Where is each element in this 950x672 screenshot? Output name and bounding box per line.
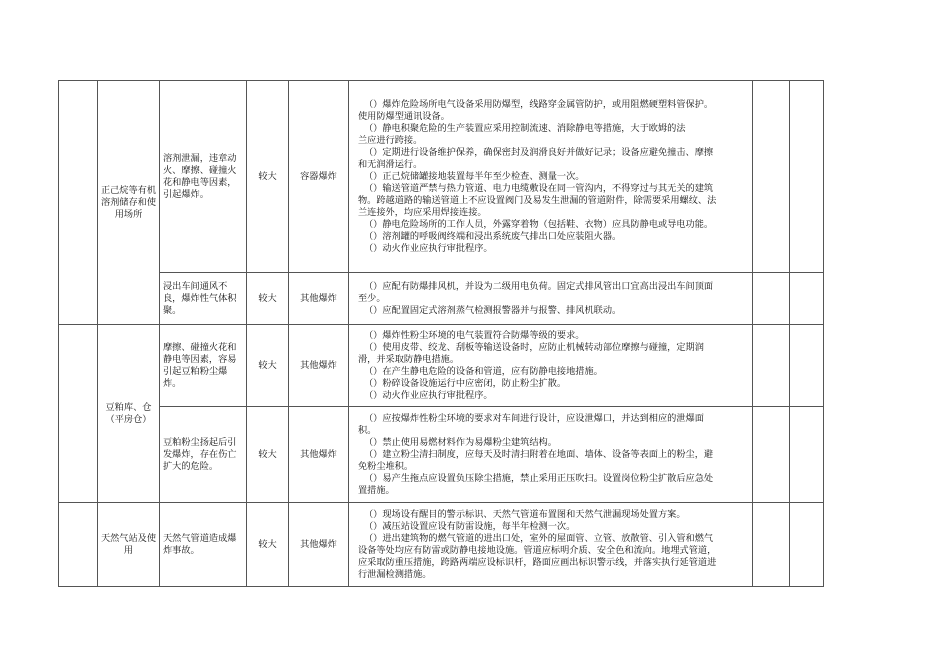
measure-line: 积。	[358, 424, 377, 436]
measure-line: 兰连接外，均应采用焊接连接。	[358, 206, 487, 218]
blank-cell	[790, 81, 824, 273]
cause-cell: 溶剂泄漏，违章动火、摩擦、碰撞火花和静电等因素，引起爆炸。	[160, 81, 247, 273]
place-cell: 豆粕库、仓（平房仓）	[98, 325, 160, 503]
blank-cell	[59, 503, 98, 587]
table-row	[59, 325, 824, 407]
measure-line: 置措施。	[358, 484, 395, 496]
measure-line: （）粉碎设备设施运行中应密闭，防止粉尘扩散。	[364, 377, 567, 389]
accident-cell: 其他爆炸	[289, 273, 349, 325]
measures-cell	[349, 81, 753, 273]
measures-cell	[349, 325, 753, 407]
level-cell: 较大	[247, 503, 289, 587]
table-row	[59, 273, 824, 325]
blank-cell	[753, 325, 790, 407]
measure-line: （）使用皮带、绞龙、刮板等输送设备时，应防止机械转动部位摩擦与碰撞，定期润	[364, 341, 704, 353]
measure-line: （）进出建筑物的燃气管道的进出口处，室外的屋面管、立管、放散管、引入管和燃气	[364, 532, 714, 544]
cause-cell: 天然气管道造成爆炸事故。	[160, 503, 247, 587]
cause-cell: 摩擦、碰撞火花和静电等因素，容易引起豆粕粉尘爆炸。	[160, 325, 247, 407]
measure-line: （）爆炸危险场所电气设备采用防爆型，线路穿金属管防护，或用阻燃硬塑料管保护。	[364, 98, 714, 110]
blank-cell	[753, 81, 790, 273]
cause-cell: 豆粕粉尘扬起后引发爆炸，存在伤亡扩大的危险。	[160, 407, 247, 503]
measure-line: （）建立粉尘清扫制度，应每天及时清扫附着在地面、墙体、设备等表面上的粉尘，避	[364, 448, 714, 460]
measure-line: （）减压站设置应设有防雷设施，每半年检测一次。	[364, 520, 576, 532]
measure-line: （）爆炸性粉尘环境的电气装置符合防爆等级的要求。	[364, 329, 585, 341]
blank-cell	[753, 407, 790, 503]
measures-cell	[349, 273, 753, 325]
table-row	[59, 407, 824, 503]
measure-line: 应采取防重压措施，跨路两端应设标识杆，路面应画出标识警示线，并落实执行延管道进	[358, 556, 717, 568]
table-row	[59, 503, 824, 587]
measure-line: （）溶剂罐的呼吸阀终端和浸出系统废气排出口处应装阻火器。	[364, 230, 622, 242]
place-cell: 正己烷等有机溶剂储存和使用场所	[98, 81, 160, 325]
level-cell: 较大	[247, 407, 289, 503]
measure-line: （）应按爆炸性粉尘环境的要求对车间进行设计，应设泄爆口，并达到相应的泄爆面	[364, 412, 704, 424]
measure-line: 免粉尘堆积。	[358, 460, 414, 472]
level-cell: 较大	[247, 325, 289, 407]
measure-line: （）易产生拖点应设置负压除尘措施，禁止采用正压吹扫。设置岗位粉尘扩散后应急处	[364, 472, 714, 484]
measures-cell	[349, 407, 753, 503]
blank-cell	[753, 503, 790, 587]
accident-cell: 其他爆炸	[289, 407, 349, 503]
blank-cell	[790, 503, 824, 587]
blank-cell	[790, 273, 824, 325]
blank-cell	[790, 407, 824, 503]
table-row	[59, 81, 824, 273]
measure-line: （）定期进行设备维护保养，确保密封及润滑良好并做好记录；设备应避免撞击、摩擦	[364, 146, 714, 158]
measure-line: （）动火作业应执行审批程序。	[364, 242, 493, 254]
risk-control-table	[58, 80, 824, 587]
place-cell: 天然气站及使用	[98, 503, 160, 587]
measure-line: 至少。	[358, 292, 386, 304]
level-cell: 较大	[247, 81, 289, 273]
measure-line: （）输送管道严禁与热力管道、电力电缆敷设在同一管沟内，不得穿过与其无关的建筑	[364, 182, 714, 194]
measure-line: （）在产生静电危险的设备和管道，应有防静电接地措施。	[364, 365, 603, 377]
measure-line: （）正己烷储罐接地装置每半年至少检查、测量一次。	[364, 170, 585, 182]
measure-line: 行泄漏检测措施。	[358, 568, 432, 580]
measure-line: （）现场设有醒目的警示标识、天然气管道布置图和天然气泄漏现场处置方案。	[364, 508, 686, 520]
measure-line: （）动火作业应执行审批程序。	[364, 389, 493, 401]
measures-cell	[349, 503, 753, 587]
blank-cell	[59, 325, 98, 503]
accident-cell: 容器爆炸	[289, 81, 349, 273]
blank-cell	[790, 325, 824, 407]
accident-cell: 其他爆炸	[289, 325, 349, 407]
measure-line: （）静电积聚危险的生产装置应采用控制流速、消除静电等措施，大于欧姆的法	[364, 122, 686, 134]
measure-line: 滑，并采取防静电措施。	[358, 353, 460, 365]
cause-cell: 浸出车间通风不良，爆炸性气体积聚。	[160, 273, 247, 325]
measure-line: 物。跨越道路的输送管道上不应设置阀门及易发生泄漏的管道附件，除需要采用螺纹、法	[358, 194, 717, 206]
measure-line: 使用防爆型通讯设备。	[358, 110, 450, 122]
measure-line: （）禁止使用易燃材料作为易爆粉尘建筑结构。	[364, 436, 557, 448]
measure-line: 设备等处均应有防雷或防静电接地设施。管道应标明介质、安全色和流向。地埋式管道，	[358, 544, 717, 556]
measure-line: 和无润滑运行。	[358, 158, 423, 170]
blank-cell	[59, 81, 98, 325]
measure-line: （）静电危险场所的工作人员，外露穿着物（包括鞋、衣物）应具防静电或导电功能。	[364, 218, 714, 230]
blank-cell	[753, 273, 790, 325]
measure-line: （）应配置固定式溶剂蒸气检测报警器并与报警、排风机联动。	[364, 304, 622, 316]
level-cell: 较大	[247, 273, 289, 325]
accident-cell: 其他爆炸	[289, 503, 349, 587]
measure-line: （）应配有防爆排风机，并设为二级用电负荷。固定式排风管出口宜高出浸出车间顶面	[364, 280, 714, 292]
measure-line: 兰应进行跨接。	[358, 134, 423, 146]
